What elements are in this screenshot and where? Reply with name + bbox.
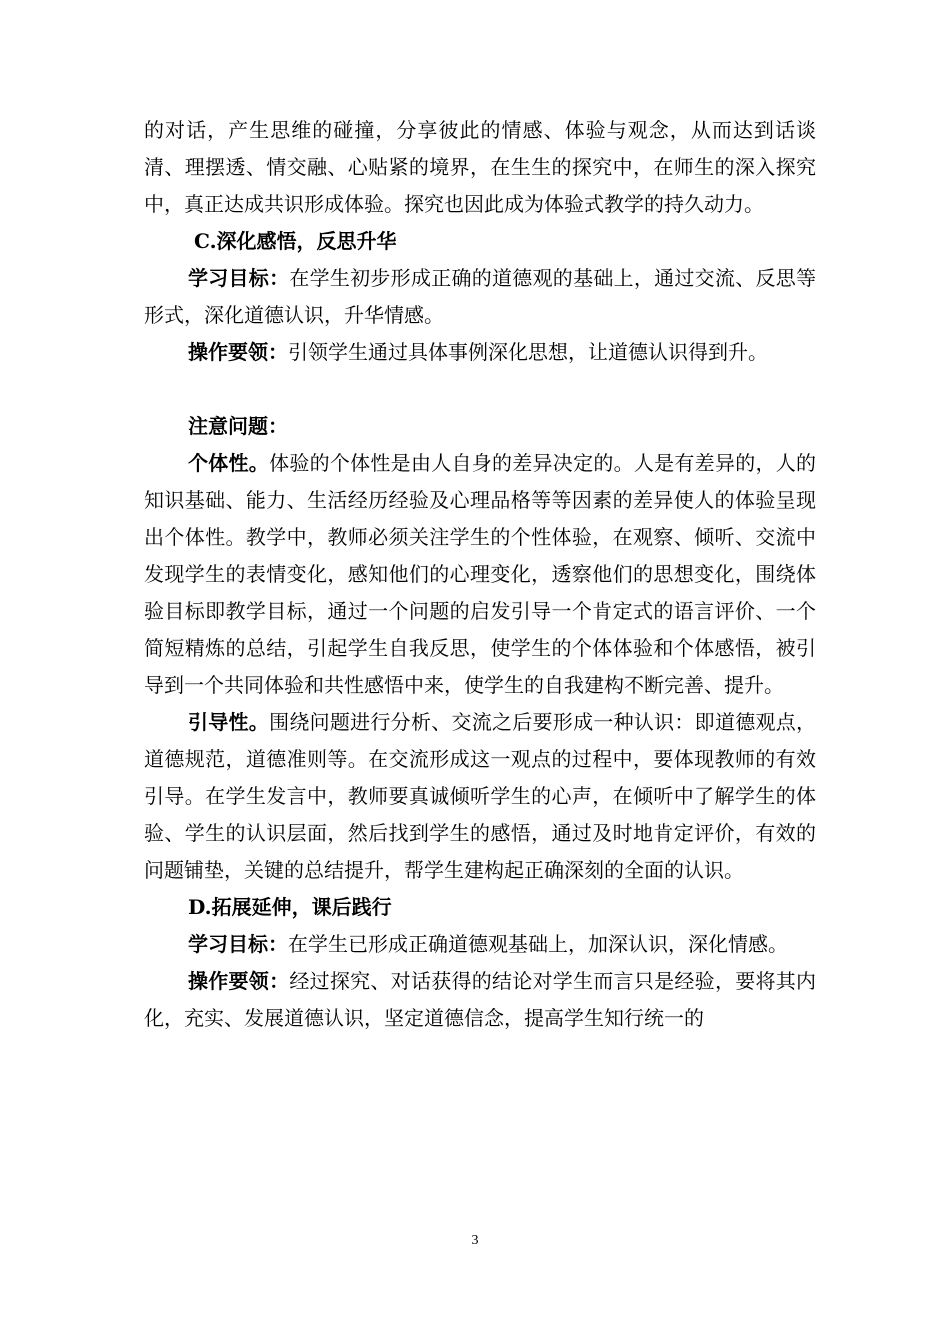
individuality-text: 体验的个体性是由人自身的差异决定的。人是有差异的，人的知识基础、能力、生活经历经验及心理品格等等因素的差异使人的体验呈现出个体性。教学中，教师必须关注学生的个性体验，在观察、倾听、交流中发现学生的表情变化，感知他们的心理变化，透察他们的思想变化，围绕体验目标即教学目标，通过一个问题的启发引导一个肯定式的语言评价、一个简短精炼的总结，引起学生自我反思，使学生的个体体验和个体感悟，被引导到一个共同体验和共性感悟中来，使学生的自我建构不断完善、提升。 [144,451,817,697]
individuality-label: 个体性。 [188,451,270,475]
document-body [144,112,816,1037]
learning-goal-label: 学习目标： [188,266,290,290]
section-heading-d [144,889,816,926]
d-operation-points [144,963,816,1037]
guidance-label: 引导性。 [188,710,270,734]
d-learning-goal [144,926,816,963]
learning-goal-text: 在学生初步形成正确的道德观的基础上，通过交流、反思等形式，深化道德认识，升华情感。 [144,266,817,327]
c-operation-points [144,334,816,371]
operation-points-label: 操作要领： [188,969,290,993]
section-heading-text: D.拓展延伸，课后践行 [188,895,392,919]
section-heading-c [144,223,816,260]
operation-points-label: 操作要领： [188,340,288,364]
learning-goal-label: 学习目标： [188,932,288,956]
section-heading-text: C.深化感悟，反思升华 [194,229,397,253]
individuality-paragraph [144,445,816,704]
blank-line [144,371,816,408]
paragraph-continuation [144,112,816,223]
paragraph-text: 的对话，产生思维的碰撞，分享彼此的情感、体验与观念，从而达到话谈清、理摆透、情交融、心贴紧的境界，在生生的探究中，在师生的深入探究中，真正达成共识形成体验。探究也因此成为体验式教学的持久动力。 [144,118,816,216]
notes-label: 注意问题： [188,414,288,438]
guidance-text: 围绕问题进行分析、交流之后要形成一种认识：即道德观点，道德规范，道德准则等。在交流形成这一观点的过程中，要体现教师的有效引导。在学生发言中，教师要真诚倾听学生的心声，在倾听中了解学生的体验、学生的认识层面，然后找到学生的感悟，通过及时地肯定评价，有效的问题铺垫，关键的总结提升，帮学生建构起正确深刻的全面的认识。 [144,710,817,882]
c-learning-goal [144,260,816,334]
notes-heading [144,408,816,445]
operation-points-text: 经过探究、对话获得的结论对学生而言只是经验，要将其内化，充实、发展道德认识，坚定道德信念，提高学生知行统一的 [144,969,817,1030]
learning-goal-text: 在学生已形成正确道德观基础上，加深认识，深化情感。 [288,932,788,956]
page-number: 3 [471,1233,479,1248]
guidance-paragraph [144,704,816,889]
operation-points-text: 引领学生通过具体事例深化思想，让道德认识得到升。 [288,340,768,364]
